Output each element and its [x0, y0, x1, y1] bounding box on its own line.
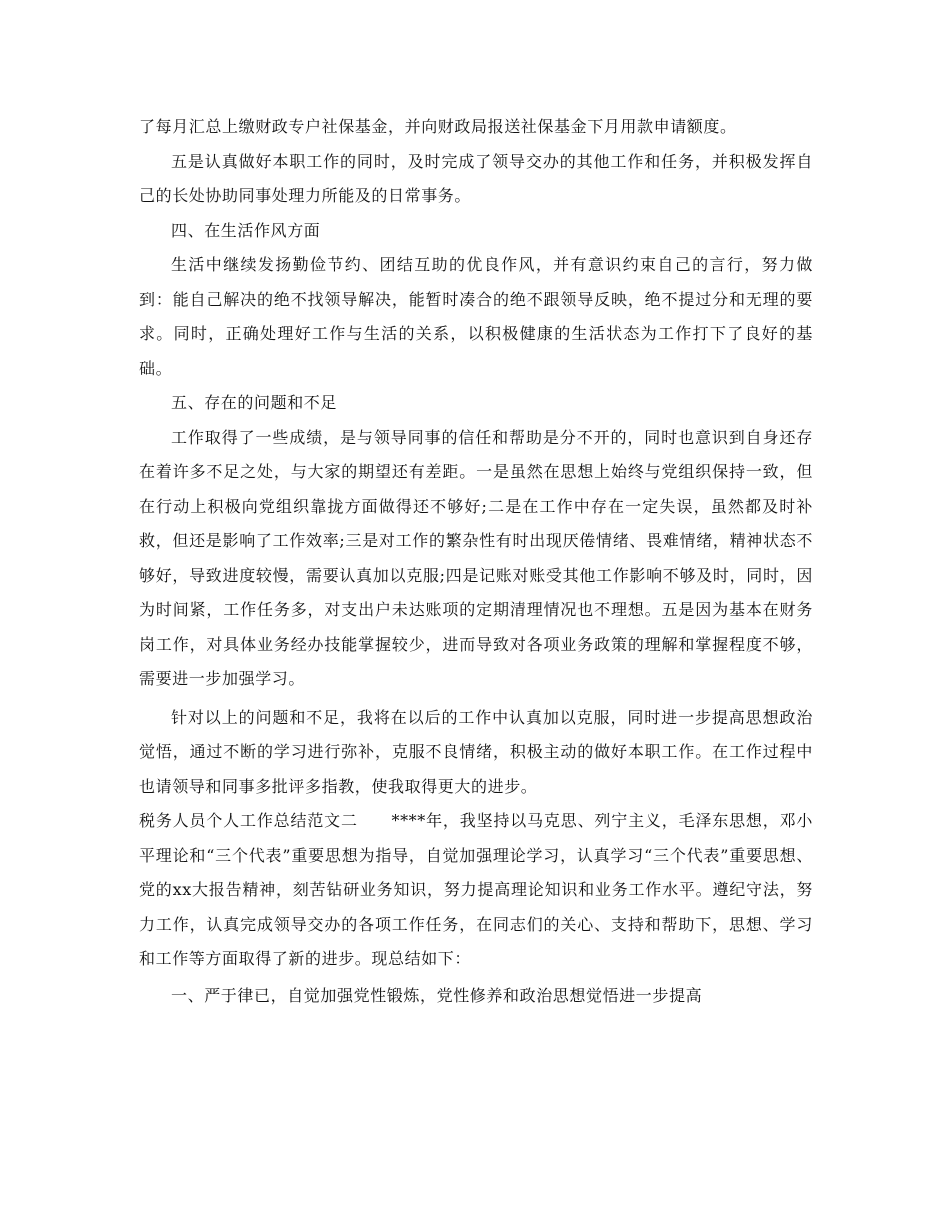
section-heading-lifestyle: 四、在生活作风方面 — [171, 220, 321, 240]
paragraph-improvement: 针对以上的问题和不足，我将在以后的工作中认真加以克服，同时进一步提高思想政治觉悟，通过不断的学习进行弥补，克服不良情绪，积极主动的做好本职工作。在工作过程中也请领导和同事多批评多指教，使我取得更大的进步。 — [139, 707, 813, 796]
paragraph-item-five: 五是认真做好本职工作的同时，及时完成了领导交办的其他工作和任务，并积极发挥自己的长处协助同事处理力所能及的日常事务。 — [139, 151, 813, 205]
paragraph-continuation: 了每月汇总上缴财政专户社保基金，并向财政局报送社保基金下月用款申请额度。 — [139, 117, 737, 136]
document-body — [139, 110, 813, 1013]
section-heading-discipline: 一、严于律已，自觉加强党性锻炼，党性修养和政治思想觉悟进一步提高 — [171, 985, 703, 1005]
section-heading-problems: 五、存在的问题和不足 — [171, 393, 338, 412]
paragraph-problems: 工作取得了一些成绩，是与领导同事的信任和帮助是分不开的，同时也意识到自身还存在着许多不足之处，与大家的期望还有差距。一是虽然在思想上始终与党组织保持一致，但在行动上积极向党组织靠拢方面做得还不够好;二是在工作中存在一定失误，虽然都及时补救，但还是影响了工作效率;三是对工作的繁杂性有时出现厌倦情绪、畏难情绪，精神状态不够好，导致进度较慢，需要认真加以克服;四是记账对账受其他工作影响不够及时，同时，因为时间紧，工作任务多，对支出户未达账项的定期清理情况也不理想。五是因为基本在财务岗工作，对具体业务经办技能掌握较少，进而导致对各项业务政策的理解和掌握程度不够，需要进一步加强学习。 — [139, 427, 813, 688]
paragraph-lifestyle: 生活中继续发扬勤俭节约、团结互助的优良作风，并有意识约束自己的言行，努力做到：能自己解决的绝不找领导解决，能暂时凑合的绝不跟领导反映，绝不提过分和无理的要求。同时，正确处理好工作与生活的关系，以积极健康的生活状态为工作打下了良好的基础。 — [139, 255, 813, 378]
paragraph-example-two: 税务人员个人工作总结范文二 ****年，我坚持以马克思、列宁主义，毛泽东思想，邓小平理论和“三个代表”重要思想为指导，自觉加强理论学习，认真学习“三个代表”重要思想、党的xx大报告精神，刻苦钻研业务知识，努力提高理论知识和业务工作水平。遵纪守法，努力工作，认真完成领导交办的各项工作任务，在同志们的关心、支持和帮助下，思想、学习和工作等方面取得了新的进步。现总结如下： — [139, 811, 813, 968]
